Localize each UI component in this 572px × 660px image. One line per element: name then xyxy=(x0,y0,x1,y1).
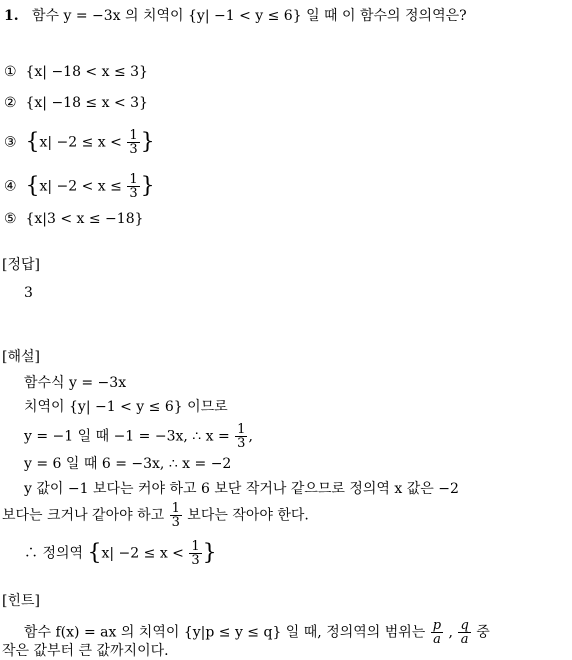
fraction: $\frac{1}{3}$ xyxy=(191,539,200,568)
explanation-line: y = 6 일 때 6 = −3x, ∴ x = −2 xyxy=(24,456,232,472)
brace-right: } xyxy=(140,173,155,199)
hint-line: 함수 f(x) = ax 의 치역이 {y|p ≤ y ≤ q} 일 때, 정의역의 범위는 $\frac{p}{a}$ , $\frac{q}{a}$ 중 xyxy=(24,618,490,647)
answer-label: [정답] xyxy=(2,257,40,273)
choice-mark: ④ xyxy=(4,178,17,195)
fraction: $\frac{p}{a}$ xyxy=(432,618,442,647)
choice-3[interactable] xyxy=(4,129,155,156)
hint-label: [힌트] xyxy=(2,593,40,609)
fraction: $\frac{1}{3}$ xyxy=(237,422,246,451)
brace-left: { xyxy=(25,173,40,199)
problem-stem: 함수 y = −3x 의 치역이 {y| −1 < y ≤ 6} 일 때 이 함수의 정의역은? xyxy=(32,8,467,24)
choice-mark: ② xyxy=(4,95,17,111)
brace-right: } xyxy=(202,540,217,566)
choice-text: {x|3 < x ≤ −18} xyxy=(25,211,144,227)
answer-value: 3 xyxy=(24,285,33,301)
choice-text: {x| −18 ≤ x < 3} xyxy=(25,95,148,111)
explanation-line: 치역이 {y| −1 < y ≤ 6} 이므로 xyxy=(24,399,228,415)
fraction: $\frac{1}{3}$ xyxy=(171,501,180,530)
choice-mark: ③ xyxy=(4,134,17,151)
choice-mark: ① xyxy=(4,64,17,80)
explanation-line: 함수식 y = −3x xyxy=(24,375,127,391)
choice-5[interactable] xyxy=(4,210,144,228)
choice-mark: ⑤ xyxy=(4,211,17,227)
explanation-line: y = −1 일 때 −1 = −3x, ∴ x = $\frac{1}{3}$ , xyxy=(24,422,253,451)
problem-number: 1. xyxy=(4,8,19,24)
hint-line: 작은 값부터 큰 값까지이다. xyxy=(2,643,169,659)
explanation-label: [해설] xyxy=(2,349,40,365)
explanation-line: ∴ 정의역 {x| −2 ≤ x < $\frac{1}{3}$ } xyxy=(24,539,217,568)
explanation-line: y 값이 −1 보다는 커야 하고 6 보단 작거나 같으므로 정의역 x 값은 −2 xyxy=(24,481,459,497)
choice-text: {x| −18 < x ≤ 3} xyxy=(25,64,148,80)
choice-4[interactable] xyxy=(4,173,155,200)
fraction: $\frac{1}{3}$ xyxy=(129,128,138,157)
brace-right: } xyxy=(140,129,155,155)
explanation-line: 보다는 크거나 같아야 하고 $\frac{1}{3}$ 보다는 작아야 한다. xyxy=(2,501,309,530)
brace-left: { xyxy=(25,129,40,155)
brace-left: { xyxy=(87,540,102,566)
choice-text: x| −2 < x ≤ xyxy=(39,178,127,195)
choice-text: x| −2 ≤ x < xyxy=(39,134,127,151)
fraction: $\frac{1}{3}$ xyxy=(129,172,138,201)
choice-1[interactable] xyxy=(4,63,148,81)
fraction: $\frac{q}{a}$ xyxy=(460,618,469,647)
choice-2[interactable] xyxy=(4,94,148,112)
